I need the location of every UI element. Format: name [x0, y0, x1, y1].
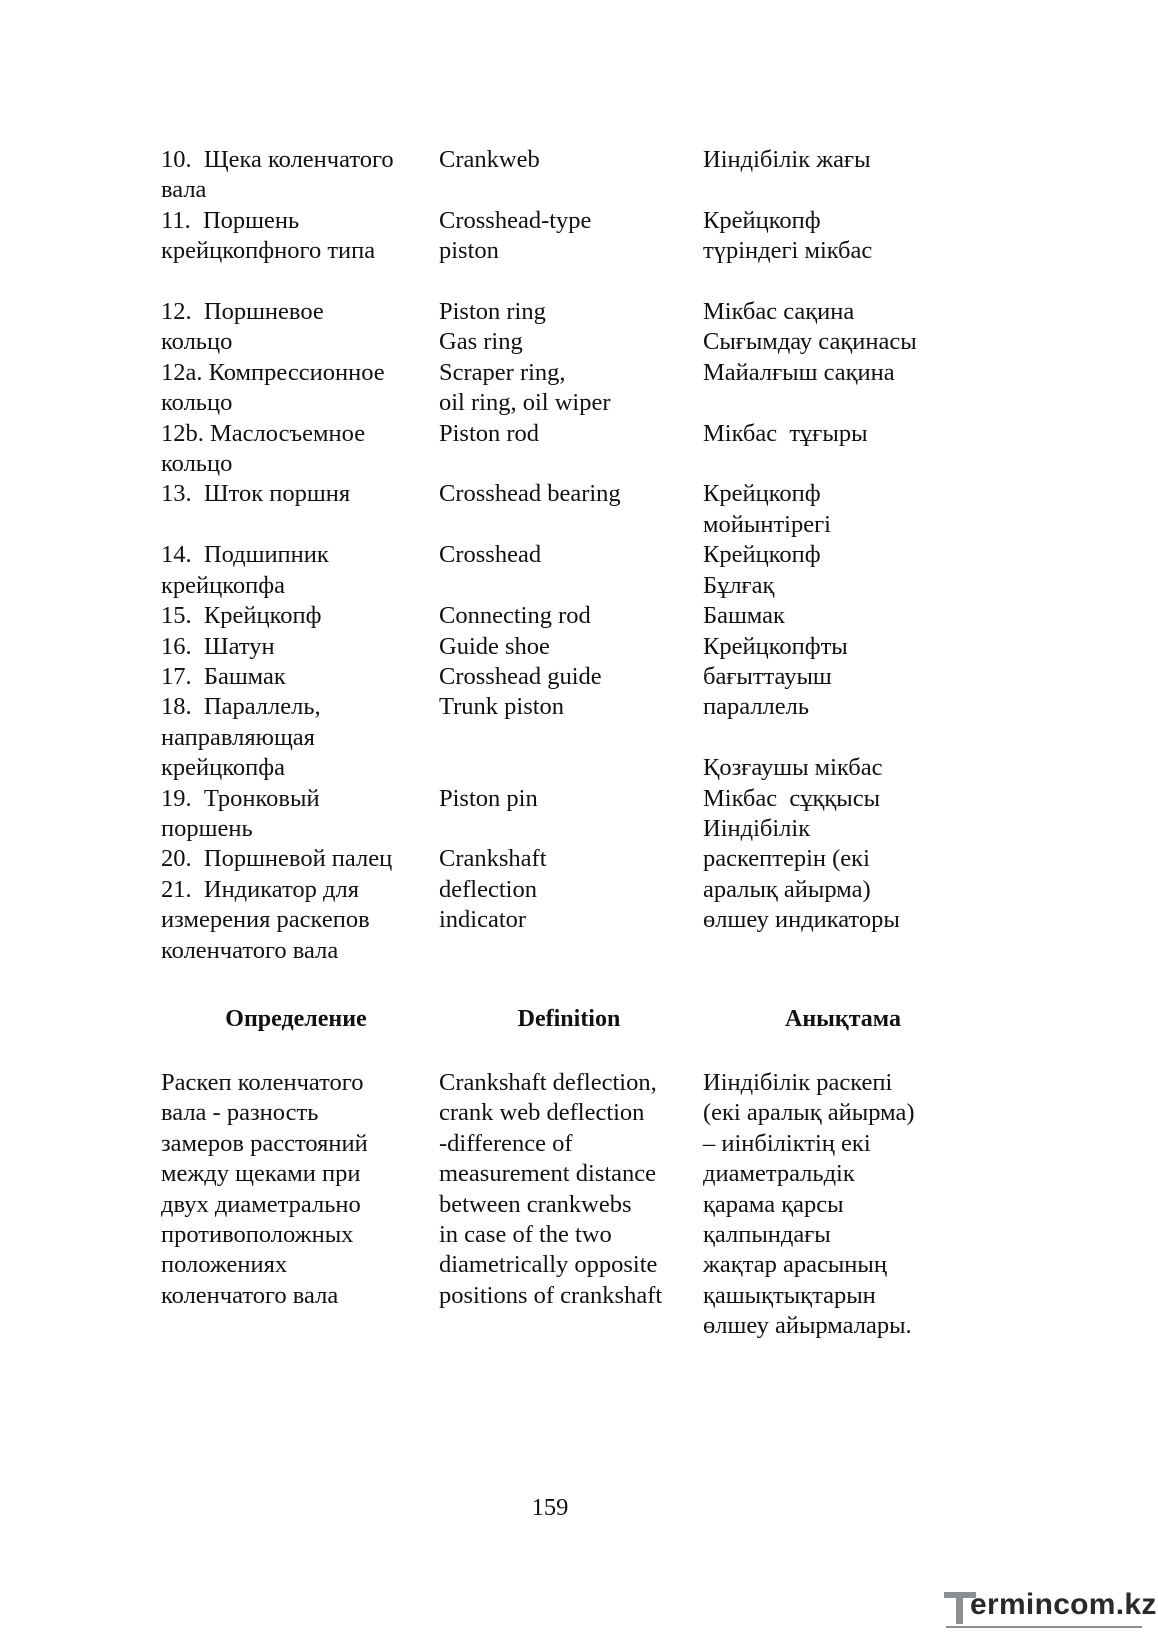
definition-kazakh: Иіндібілік раскепі (екі аралық айырма) – иінбіліктің екі диаметральдік қарама қарсы қалпындағы жақтар арасының қашықтықтарын өлшеу айырмалары.	[703, 1069, 915, 1340]
heading-definition-kazakh: Анықтама	[785, 1006, 901, 1032]
definition-russian: Раскеп коленчатого вала - разность замеров расстояний между щеками при двух диаметрально противоположных положениях коленчатого вала	[161, 1069, 368, 1309]
terms-column-russian: 10. Щека коленчатого вала 11. Поршень крейцкопфного типа 12. Поршневое кольцо 12а. Компрессионное кольцо 12b. Маслосъемное кольцо 13. Шток поршня 14. Подшипник крейцкопфа 15. Крейцкопф 16. Шатун 17. Башмак 18. Параллель, направляющая крейцкопфа 19. Тронковый поршень 20. Поршневой палец 21. Индикатор для измерения раскепов коленчатого вала	[161, 146, 394, 964]
heading-definition-english: Definition	[517, 1006, 621, 1032]
definition-english: Crankshaft deflection, crank web deflection -difference of measurement distance between crankwebs in case of the two diametrically opposite positions of crankshaft	[439, 1069, 663, 1309]
page-number: 159	[531, 1494, 569, 1521]
termincom-watermark-logo	[944, 1586, 1157, 1630]
watermark-text: ermincom.kz	[970, 1588, 1157, 1621]
heading-definition-russian: Определение	[225, 1006, 367, 1032]
terms-column-english: Crankweb Crosshead-type piston Piston ring Gas ring Scraper ring, oil ring, oil wiper Piston rod Crosshead bearing Crosshead Connecting rod Guide shoe Crosshead guide Trunk piston Piston pin Crankshaft deflection indicator	[439, 146, 621, 934]
terms-column-kazakh: Иіндібілік жағы Крейцкопф түріндегі мікбас Мікбас сақина Сығымдау сақинасы Майалғыш сақина Мікбас тұғыры Крейцкопф мойынтірегі Крейцкопф Бұлғақ Башмак Крейцкопфты бағыттауыш параллель Қозғаушы мікбас Мікбас сұққысы Иіндібілік раскептерін (екі аралық айырма) өлшеу индикаторы	[703, 146, 917, 934]
